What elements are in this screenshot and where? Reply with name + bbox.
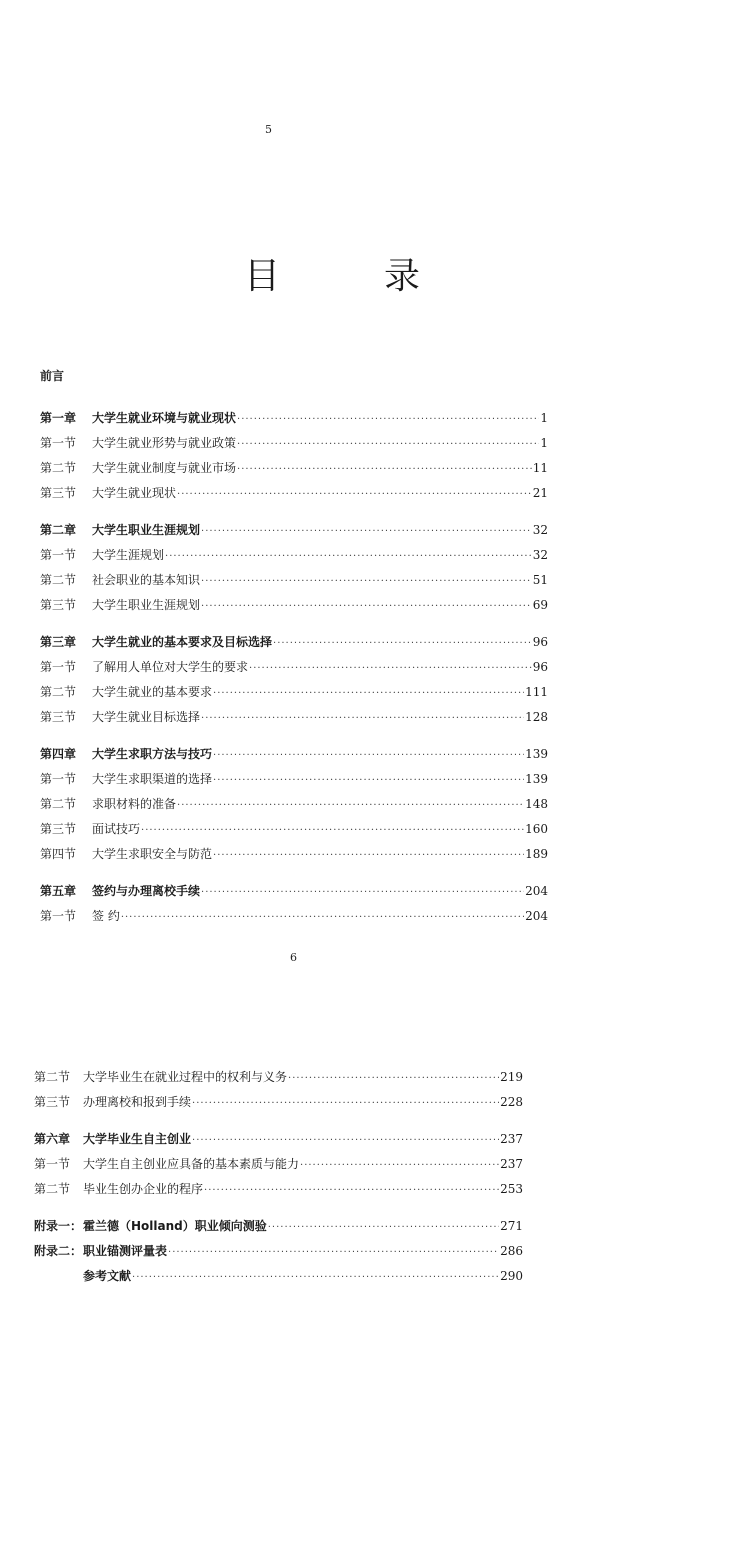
toc-leader-dots	[249, 663, 532, 674]
toc-list-part2	[34, 1068, 523, 1292]
toc-entry-section[interactable]	[34, 1093, 523, 1118]
toc-entry-title: 大学生就业环境与就业现状	[92, 411, 237, 425]
toc-entry-label: 第六章	[34, 1132, 71, 1146]
toc-entry-title: 大学生就业现状	[92, 486, 177, 500]
toc-entry-page: 189	[525, 847, 548, 861]
toc-preface-label: 前言	[40, 369, 65, 383]
toc-entry-title: 大学生涯规划	[92, 548, 165, 562]
toc-entry-page: 1	[540, 436, 548, 450]
toc-entry-label: 第二节	[34, 1070, 71, 1084]
toc-entry-section[interactable]	[40, 596, 548, 621]
toc-entry-section[interactable]	[40, 571, 548, 596]
toc-entry-page: 204	[525, 884, 548, 898]
toc-leader-dots	[168, 1247, 499, 1258]
toc-entry-label: 第二节	[34, 1182, 71, 1196]
toc-entry-label: 第三节	[40, 822, 77, 836]
toc-entry-page: 286	[500, 1244, 523, 1258]
toc-entry-label: 第二节	[40, 685, 77, 699]
toc-entry-label: 第三节	[40, 598, 77, 612]
toc-entry-page: 271	[500, 1219, 523, 1233]
toc-entry-section[interactable]	[40, 845, 548, 870]
toc-entry-section[interactable]	[40, 820, 548, 845]
toc-leader-dots	[201, 713, 524, 724]
toc-entry-page: 139	[525, 772, 548, 786]
toc-entry-page: 21	[532, 486, 548, 500]
toc-leader-dots	[300, 1160, 499, 1171]
toc-entry-title: 大学生自主创业应具备的基本素质与能力	[83, 1157, 300, 1171]
toc-leader-dots	[177, 489, 532, 500]
toc-leader-dots	[213, 688, 524, 699]
toc-entry-label: 第三节	[40, 486, 77, 500]
toc-leader-dots	[192, 1135, 499, 1146]
toc-leader-dots	[201, 576, 532, 587]
toc-entry-label: 第一节	[40, 660, 77, 674]
toc-entry-chapter[interactable]	[40, 521, 548, 546]
toc-entry-title: 签 约	[92, 909, 120, 923]
toc-entry-section[interactable]	[40, 795, 548, 820]
toc-entry-title: 霍兰德（Holland）职业倾向测验	[83, 1219, 267, 1233]
toc-entry-label: 第一章	[40, 411, 77, 425]
toc-entry-title: 参考文献	[83, 1269, 132, 1283]
toc-entry-page: 160	[525, 822, 548, 836]
toc-entry-title: 大学生求职渠道的选择	[92, 772, 213, 786]
toc-entry-label: 第一节	[40, 772, 77, 786]
toc-entry-label: 第一节	[40, 548, 77, 562]
toc-entry-page: 148	[525, 797, 548, 811]
toc-entry-title: 大学毕业生自主创业	[83, 1132, 192, 1146]
toc-entry-section[interactable]	[34, 1155, 523, 1180]
toc-entry-title: 大学毕业生在就业过程中的权利与义务	[83, 1070, 288, 1084]
toc-entry-page: 237	[500, 1132, 523, 1146]
toc-entry-chapter[interactable]	[34, 1217, 523, 1242]
toc-entry-section[interactable]	[40, 770, 548, 795]
toc-entry-title: 了解用人单位对大学生的要求	[92, 660, 249, 674]
toc-entry-section[interactable]	[40, 546, 548, 571]
toc-entry-title: 职业锚测评量表	[83, 1244, 168, 1258]
toc-leader-dots	[201, 887, 524, 898]
toc-entry-label: 第三节	[34, 1095, 71, 1109]
toc-entry-title: 求职材料的准备	[92, 797, 177, 811]
toc-entry-section[interactable]	[40, 459, 548, 484]
toc-leader-dots	[165, 551, 532, 562]
toc-entry-title: 大学生就业制度与就业市场	[92, 461, 237, 475]
toc-preface[interactable]	[40, 367, 548, 397]
toc-entry-page: 96	[532, 635, 548, 649]
toc-entry-page: 32	[532, 523, 548, 537]
toc-entry-label: 附录二：	[34, 1244, 83, 1258]
toc-entry-section[interactable]	[34, 1180, 523, 1205]
toc-entry-page: 237	[500, 1157, 523, 1171]
toc-entry-page: 1	[540, 411, 548, 425]
toc-entry-label: 第二节	[40, 573, 77, 587]
toc-leader-dots	[201, 601, 532, 612]
toc-leader-dots	[213, 750, 524, 761]
toc-entry-title: 办理离校和报到手续	[83, 1095, 192, 1109]
toc-leader-dots	[268, 1222, 499, 1233]
toc-entry-section[interactable]	[34, 1068, 523, 1093]
toc-leader-dots	[201, 526, 532, 537]
toc-entry-chapter[interactable]	[40, 882, 548, 907]
toc-entry-page: 219	[500, 1070, 523, 1084]
toc-entry-page: 204	[525, 909, 548, 923]
toc-entry-page: 139	[525, 747, 548, 761]
toc-leader-dots	[213, 850, 524, 861]
toc-entry-section[interactable]	[40, 907, 548, 932]
toc-entry-section[interactable]	[40, 484, 548, 509]
toc-entry-title: 签约与办理离校手续	[92, 884, 201, 898]
toc-entry-section[interactable]	[40, 708, 548, 733]
toc-entry-page: 69	[532, 598, 548, 612]
toc-leader-dots	[237, 439, 539, 450]
toc-entry-chapter[interactable]	[34, 1130, 523, 1155]
toc-entry-section[interactable]	[40, 434, 548, 459]
toc-entry-label: 附录一：	[34, 1219, 83, 1233]
toc-entry-page: 228	[500, 1095, 523, 1109]
toc-entry-page: 96	[532, 660, 548, 674]
page-number-bottom: 6	[290, 951, 297, 964]
toc-entry-label: 第三章	[40, 635, 77, 649]
toc-entry-label: 第二章	[40, 523, 77, 537]
toc-entry-title: 大学生职业生涯规划	[92, 523, 201, 537]
toc-entry-title: 面试技巧	[92, 822, 141, 836]
toc-entry-label: 第一节	[34, 1157, 71, 1171]
toc-leader-dots	[141, 825, 524, 836]
toc-leader-dots	[121, 912, 524, 923]
toc-leader-dots	[237, 414, 539, 425]
toc-leader-dots	[288, 1073, 499, 1084]
toc-entry-page: 11	[532, 461, 548, 475]
toc-entry-page: 290	[500, 1269, 523, 1283]
toc-leader-dots	[204, 1185, 499, 1196]
toc-entry-label: 第二节	[40, 797, 77, 811]
toc-entry-label: 第四章	[40, 747, 77, 761]
toc-entry-page: 128	[525, 710, 548, 724]
toc-entry-chapter[interactable]	[34, 1242, 523, 1267]
toc-entry-chapter[interactable]	[40, 745, 548, 770]
toc-entry-page: 32	[532, 548, 548, 562]
toc-entry-title: 大学生职业生涯规划	[92, 598, 201, 612]
toc-leader-dots	[177, 800, 524, 811]
toc-leader-dots	[192, 1098, 499, 1109]
toc-leader-dots	[237, 464, 532, 475]
toc-entry-label: 第二节	[40, 461, 77, 475]
toc-leader-dots	[213, 775, 524, 786]
page-number-top: 5	[265, 123, 272, 136]
toc-entry-section[interactable]	[40, 658, 548, 683]
toc-entry-title: 大学生就业形势与就业政策	[92, 436, 237, 450]
toc-entry-title: 大学生求职安全与防范	[92, 847, 213, 861]
toc-entry-title: 社会职业的基本知识	[92, 573, 201, 587]
toc-leader-dots	[273, 638, 532, 649]
toc-entry-title: 大学生就业目标选择	[92, 710, 201, 724]
toc-entry-label: 第五章	[40, 884, 77, 898]
toc-entry-label: 第四节	[40, 847, 77, 861]
toc-entry-chapter[interactable]	[40, 633, 548, 658]
toc-entry-title: 大学生就业的基本要求及目标选择	[92, 635, 273, 649]
toc-entry-chapter[interactable]	[34, 1267, 523, 1292]
toc-entry-label: 第一节	[40, 909, 77, 923]
toc-entry-label: 第一节	[40, 436, 77, 450]
toc-list-part1	[40, 367, 548, 932]
toc-entry-page: 111	[525, 685, 548, 699]
toc-entry-title: 毕业生创办企业的程序	[83, 1182, 204, 1196]
toc-entry-label: 第三节	[40, 710, 77, 724]
toc-entry-section[interactable]	[40, 683, 548, 708]
toc-entry-page: 253	[500, 1182, 523, 1196]
toc-entry-title: 大学生就业的基本要求	[92, 685, 213, 699]
toc-entry-title: 大学生求职方法与技巧	[92, 747, 213, 761]
toc-title: 目 录	[244, 256, 455, 297]
toc-leader-dots	[132, 1272, 499, 1283]
toc-entry-chapter[interactable]	[40, 409, 548, 434]
toc-entry-page: 51	[532, 573, 548, 587]
